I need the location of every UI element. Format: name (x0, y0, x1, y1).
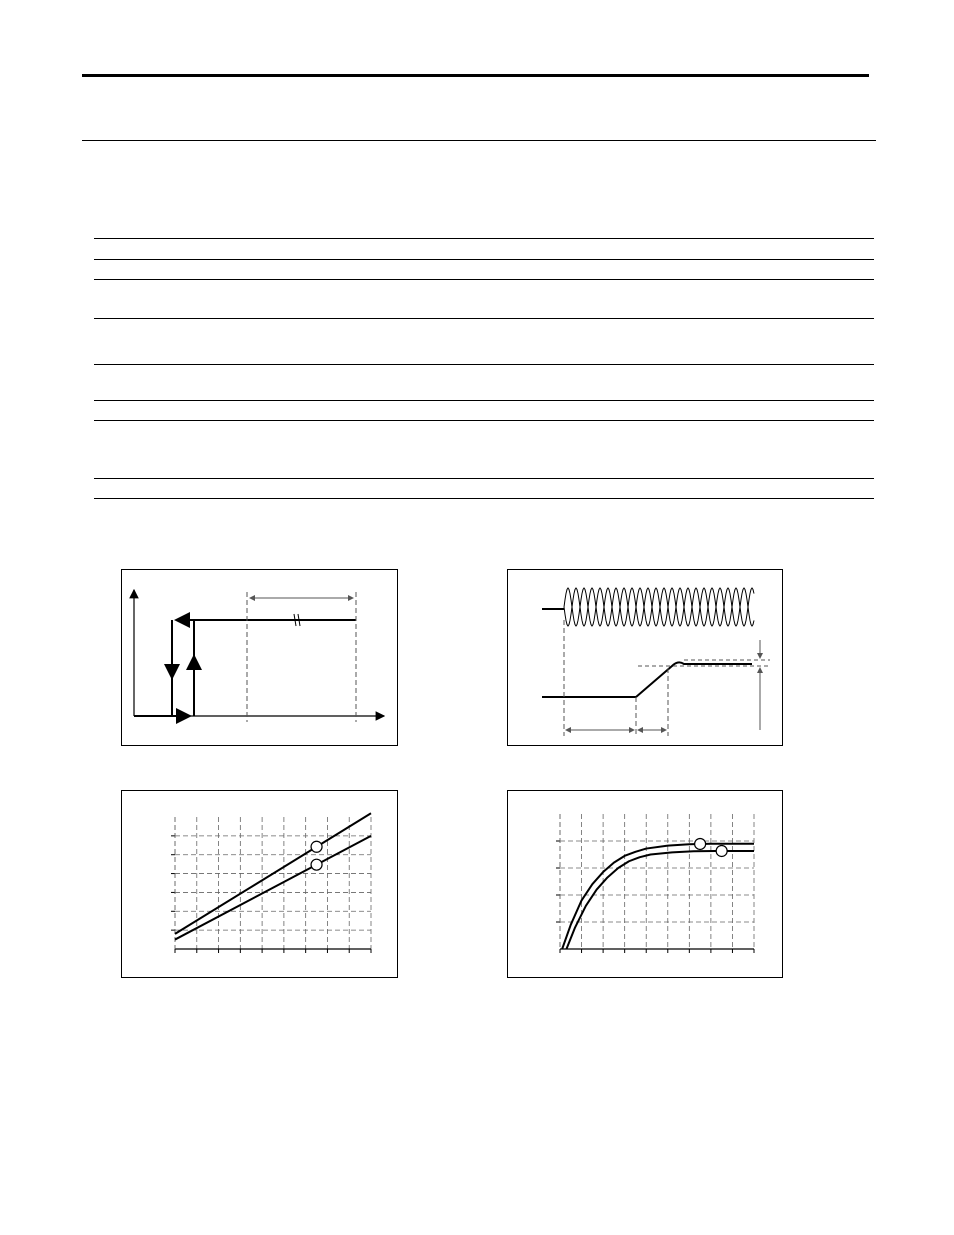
series-line-2 (566, 851, 754, 949)
saturation-chart-svg (508, 791, 782, 977)
header-rule (82, 74, 869, 77)
grid (560, 814, 754, 949)
series-marker-1 (695, 838, 706, 849)
series-line-1 (175, 813, 371, 934)
section-divider (82, 140, 876, 141)
specification-table (94, 238, 874, 500)
table-row-line (94, 279, 874, 280)
table-row-line (94, 259, 874, 260)
table-row-line (94, 498, 874, 499)
output-ramp (636, 662, 752, 697)
figure-hysteresis-waveform (121, 569, 398, 746)
chart-linear-characteristic (121, 790, 398, 978)
table-row-line (94, 238, 874, 239)
table-row-line (94, 478, 874, 479)
table-row-line (94, 400, 874, 401)
grid (175, 817, 371, 949)
series-line-1 (562, 844, 754, 949)
series-marker-2 (311, 859, 322, 870)
series-marker-2 (716, 845, 727, 856)
table-row-line (94, 364, 874, 365)
series-marker-1 (311, 841, 322, 852)
oscillation-waveform (564, 588, 754, 626)
linear-chart-svg (122, 791, 397, 977)
chart-saturation-characteristic (507, 790, 783, 978)
figure-timing-waveform (507, 569, 783, 746)
timing-diagram (508, 570, 782, 745)
table-row-line (94, 318, 874, 319)
table-row-line (94, 420, 874, 421)
hysteresis-diagram (122, 570, 397, 745)
series-line-2 (175, 836, 371, 940)
